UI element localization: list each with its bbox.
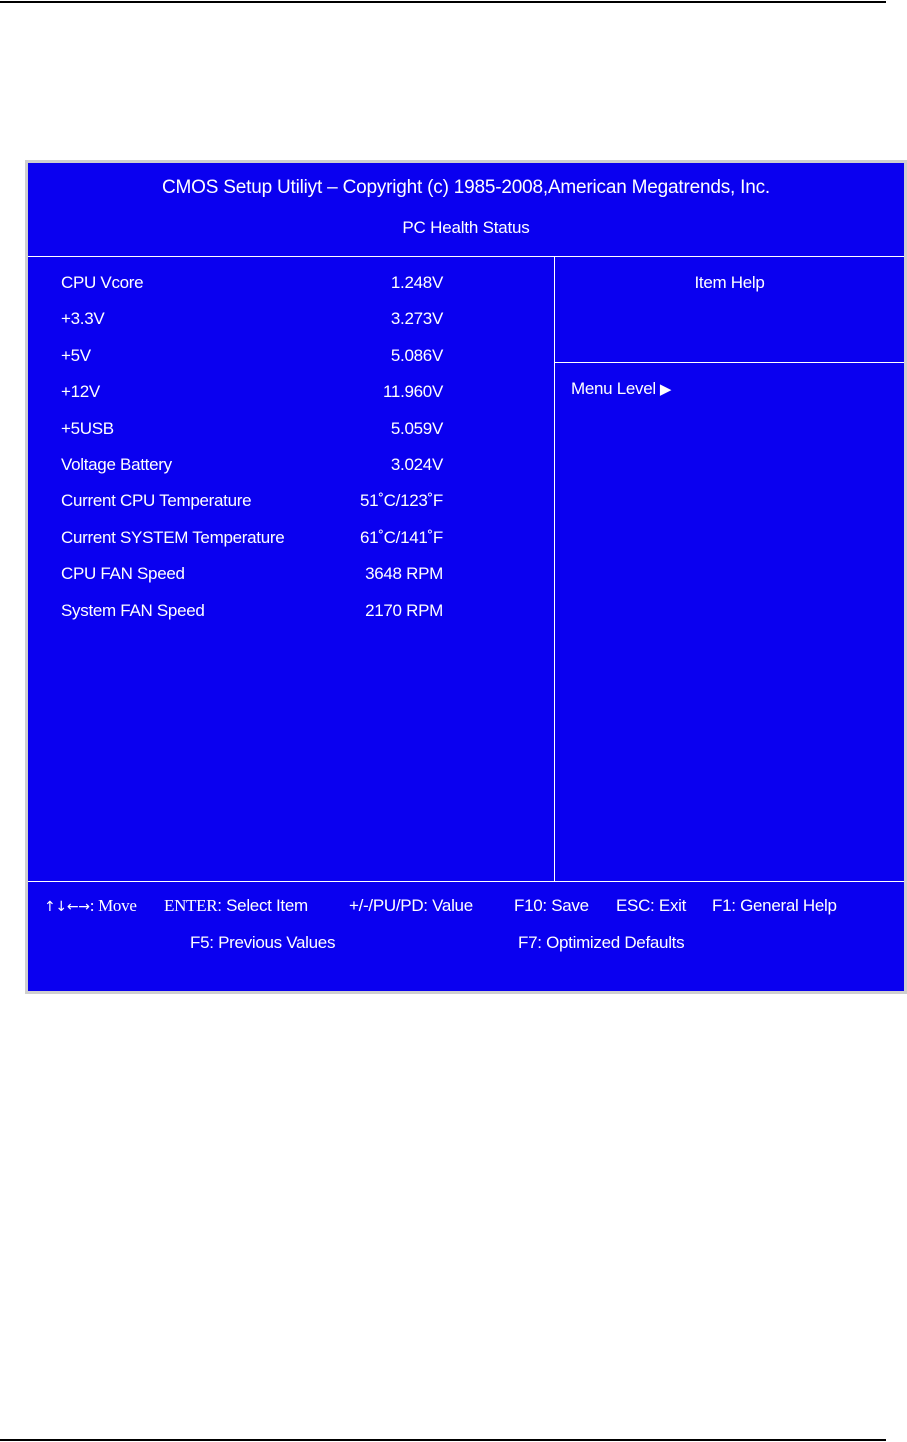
reading-value: 11.960V: [383, 382, 443, 402]
reading-row[interactable]: [61, 309, 443, 345]
top-rule: [0, 1, 886, 3]
reading-label: +5V: [61, 345, 91, 365]
reading-value: 3.273V: [390, 309, 443, 329]
key-previous-values: F5: Previous Values: [190, 933, 336, 952]
reading-row[interactable]: [61, 382, 443, 418]
reading-value: 5.086V: [390, 345, 443, 365]
reading-row[interactable]: [61, 273, 443, 309]
reading-value: 5.059V: [390, 418, 443, 438]
bios-screen: [25, 160, 907, 994]
reading-label: Voltage Battery: [61, 454, 172, 474]
item-help-title: Item Help: [694, 273, 765, 292]
reading-row[interactable]: [61, 454, 443, 491]
triangle-right-icon: ▶: [659, 381, 672, 398]
item-help-panel: [555, 257, 904, 881]
reading-label: CPU FAN Speed: [61, 564, 185, 584]
key-exit: ESC: Exit: [616, 896, 687, 915]
bottom-rule: [0, 1439, 886, 1441]
key-enter: [164, 896, 308, 916]
reading-row[interactable]: [61, 345, 443, 382]
reading-row[interactable]: [61, 564, 443, 600]
enter-action-label: : Select Item: [217, 896, 308, 915]
reading-row[interactable]: [61, 491, 443, 527]
reading-label: +12V: [61, 382, 100, 402]
menu-level-label: Menu Level: [571, 379, 656, 398]
readings-list: [61, 273, 443, 637]
reading-row[interactable]: [61, 600, 443, 637]
reading-label: Current CPU Temperature: [61, 491, 252, 511]
enter-key-label: ENTER: [164, 896, 218, 915]
key-value: +/-/PU/PD: Value: [349, 896, 473, 915]
key-save: F10: Save: [514, 896, 589, 915]
key-optimized-defaults: F7: Optimized Defaults: [518, 933, 685, 952]
move-label: : Move: [89, 896, 137, 915]
reading-value: 3.024V: [390, 454, 443, 474]
reading-row[interactable]: [61, 527, 443, 564]
reading-label: +3.3V: [61, 309, 105, 329]
bios-title: CMOS Setup Utiliyt – Copyright (c) 1985-2008,American Megatrends, Inc.: [162, 177, 770, 198]
key-legend: [28, 881, 904, 991]
reading-value: 3648 RPM: [365, 564, 443, 584]
key-general-help: F1: General Help: [712, 896, 837, 915]
reading-value: 1.248V: [390, 273, 443, 292]
reading-row[interactable]: [61, 418, 443, 455]
menu-level: [571, 379, 671, 399]
reading-label: System FAN Speed: [61, 600, 205, 620]
reading-label: Current SYSTEM Temperature: [61, 527, 285, 547]
reading-label: +5USB: [61, 418, 114, 438]
reading-value: 61˚C/141˚F: [360, 527, 443, 547]
item-help-header: [555, 257, 904, 363]
key-move: [44, 896, 137, 916]
page-title: PC Health Status: [402, 218, 530, 237]
nav-arrows-icon: ↑↓←→: [44, 899, 90, 915]
reading-value: 51˚C/123˚F: [360, 491, 443, 511]
bios-header: [28, 163, 904, 257]
reading-label: CPU Vcore: [61, 273, 144, 292]
readings-panel: [28, 257, 555, 881]
reading-value: 2170 RPM: [365, 600, 443, 620]
